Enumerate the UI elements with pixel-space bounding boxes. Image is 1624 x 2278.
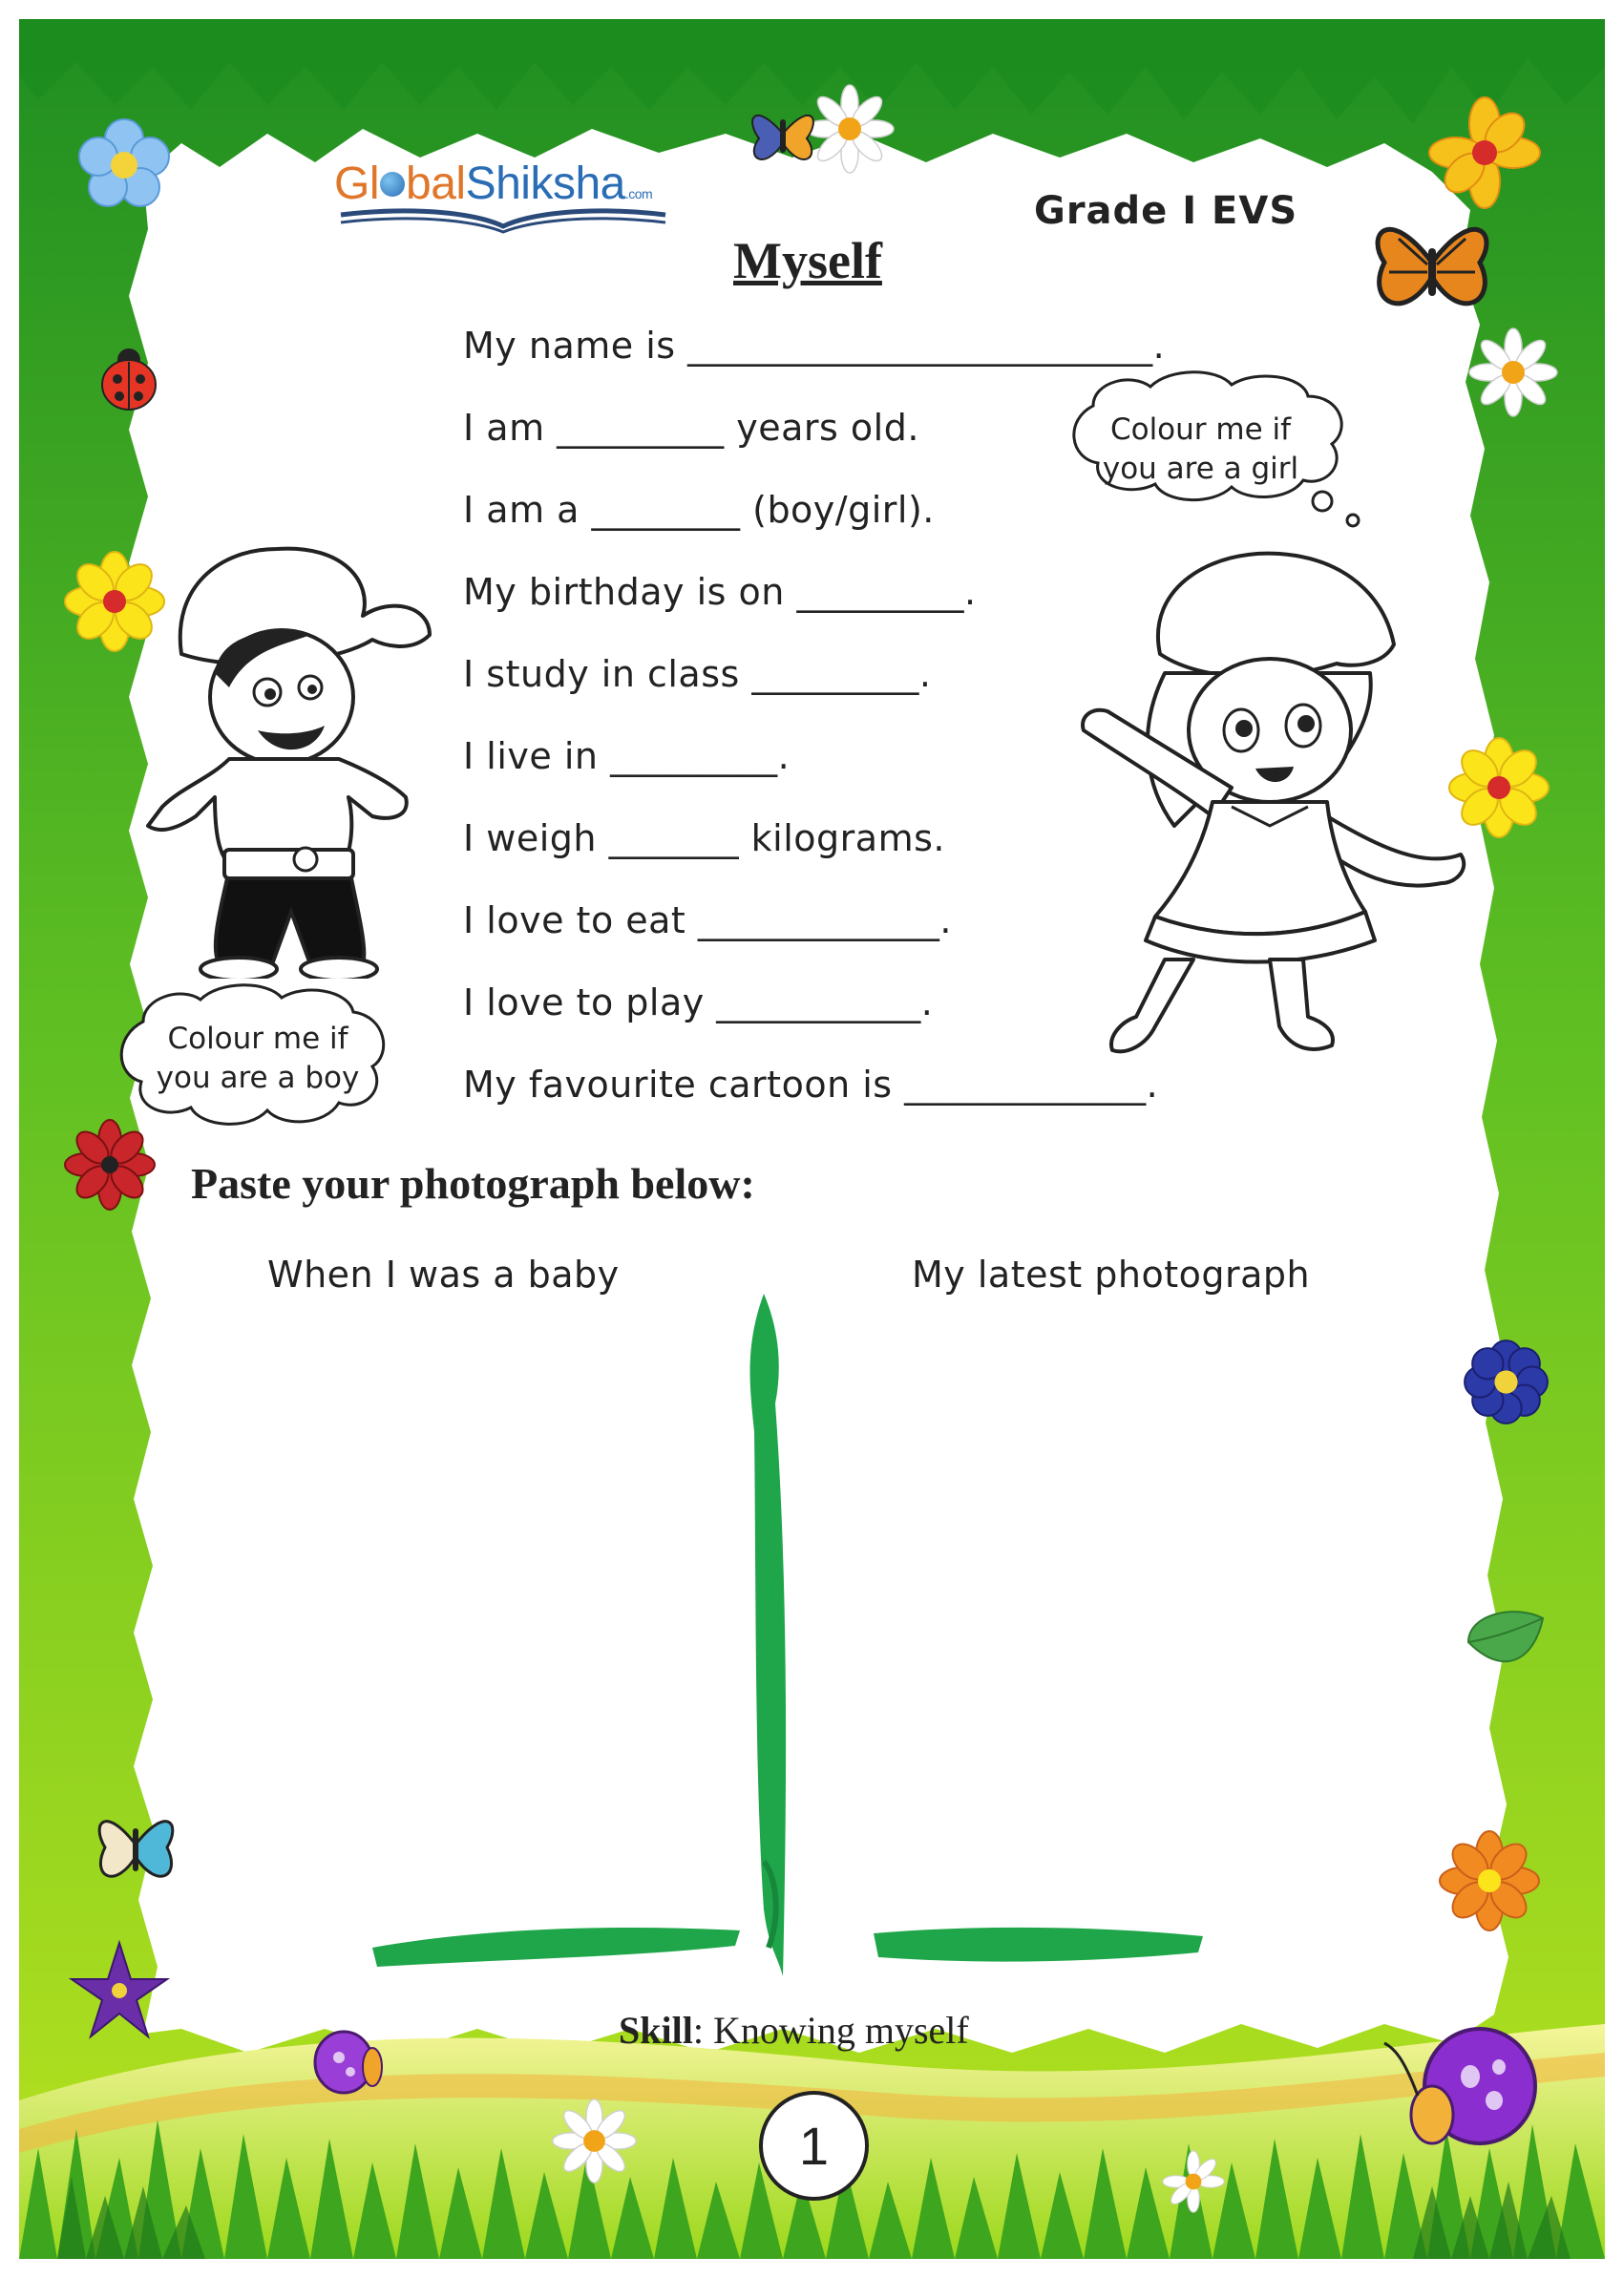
white-daisy-icon: [1160, 2148, 1227, 2215]
ladybug-icon: [91, 339, 167, 415]
form-line-weight: I weigh _______ kilograms.: [463, 817, 945, 859]
form-line-food: I love to eat _____________.: [463, 899, 952, 941]
blue-flower-icon: [72, 113, 177, 218]
form-line-birthday: My birthday is on _________.: [463, 571, 977, 613]
form-line-play: I love to play ___________.: [463, 981, 934, 1023]
logo-globe-icon: [380, 172, 405, 197]
skill-label: Skill: [619, 2009, 693, 2052]
logo: [334, 158, 652, 210]
photo-section-heading: Paste your photograph below:: [191, 1159, 755, 1208]
purple-flower-icon: [67, 1938, 172, 2043]
bubble-girl-line1: Colour me if: [1109, 412, 1292, 447]
grade-label: Grade I EVS: [1034, 189, 1298, 233]
logo-book-icon: [336, 205, 670, 234]
form-line-class: I study in class _________.: [463, 653, 932, 695]
bubble-girl-line2: you are a girl: [1102, 452, 1299, 486]
monarch-butterfly-icon: [1360, 196, 1504, 329]
skill-footer: [619, 2008, 969, 2053]
leaf-icon: [1459, 1604, 1550, 1685]
bubble-boy-line2: you are a boy: [156, 1061, 360, 1095]
white-daisy-icon: [1466, 325, 1561, 420]
orange-flower-icon: [1437, 1828, 1542, 1933]
photo-divider: [363, 1289, 1222, 2014]
photo-label-baby: When I was a baby: [267, 1254, 620, 1296]
logo-text-bal: bal: [406, 158, 466, 209]
form-line-age: I am _________ years old.: [463, 407, 919, 449]
logo-suffix: .com: [624, 186, 653, 201]
white-daisy-icon: [549, 2096, 640, 2186]
bubble-girl-text: [1065, 411, 1337, 489]
butterfly-icon: [745, 91, 821, 177]
form-line-gender: I am a ________ (boy/girl).: [463, 489, 935, 531]
purple-butterfly-icon: [1365, 2019, 1556, 2162]
photo-label-latest: My latest photograph: [912, 1254, 1311, 1296]
blue-flower-icon: [1456, 1332, 1556, 1432]
form-line-cartoon: My favourite cartoon is _____________.: [463, 1064, 1159, 1106]
skill-text: : Knowing myself: [692, 2009, 969, 2052]
boy-cartoon-illustration: [143, 530, 458, 979]
purple-butterfly-icon: [310, 2019, 401, 2105]
logo-text-gl: Gl: [334, 158, 379, 209]
form-line-name: My name is _________________________.: [463, 325, 1166, 367]
bubble-boy-line1: Colour me if: [167, 1022, 348, 1056]
bubble-boy-text: [138, 1020, 377, 1098]
page-number-badge: [759, 2091, 869, 2201]
page-number: 1: [798, 2116, 830, 2176]
girl-cartoon-illustration: [1069, 539, 1480, 1060]
logo-text-shiksha: Shiksha: [465, 158, 625, 209]
yellow-flower-icon: [1427, 95, 1542, 210]
form-line-residence: I live in _________.: [463, 735, 791, 777]
page-title: Myself: [733, 232, 882, 289]
